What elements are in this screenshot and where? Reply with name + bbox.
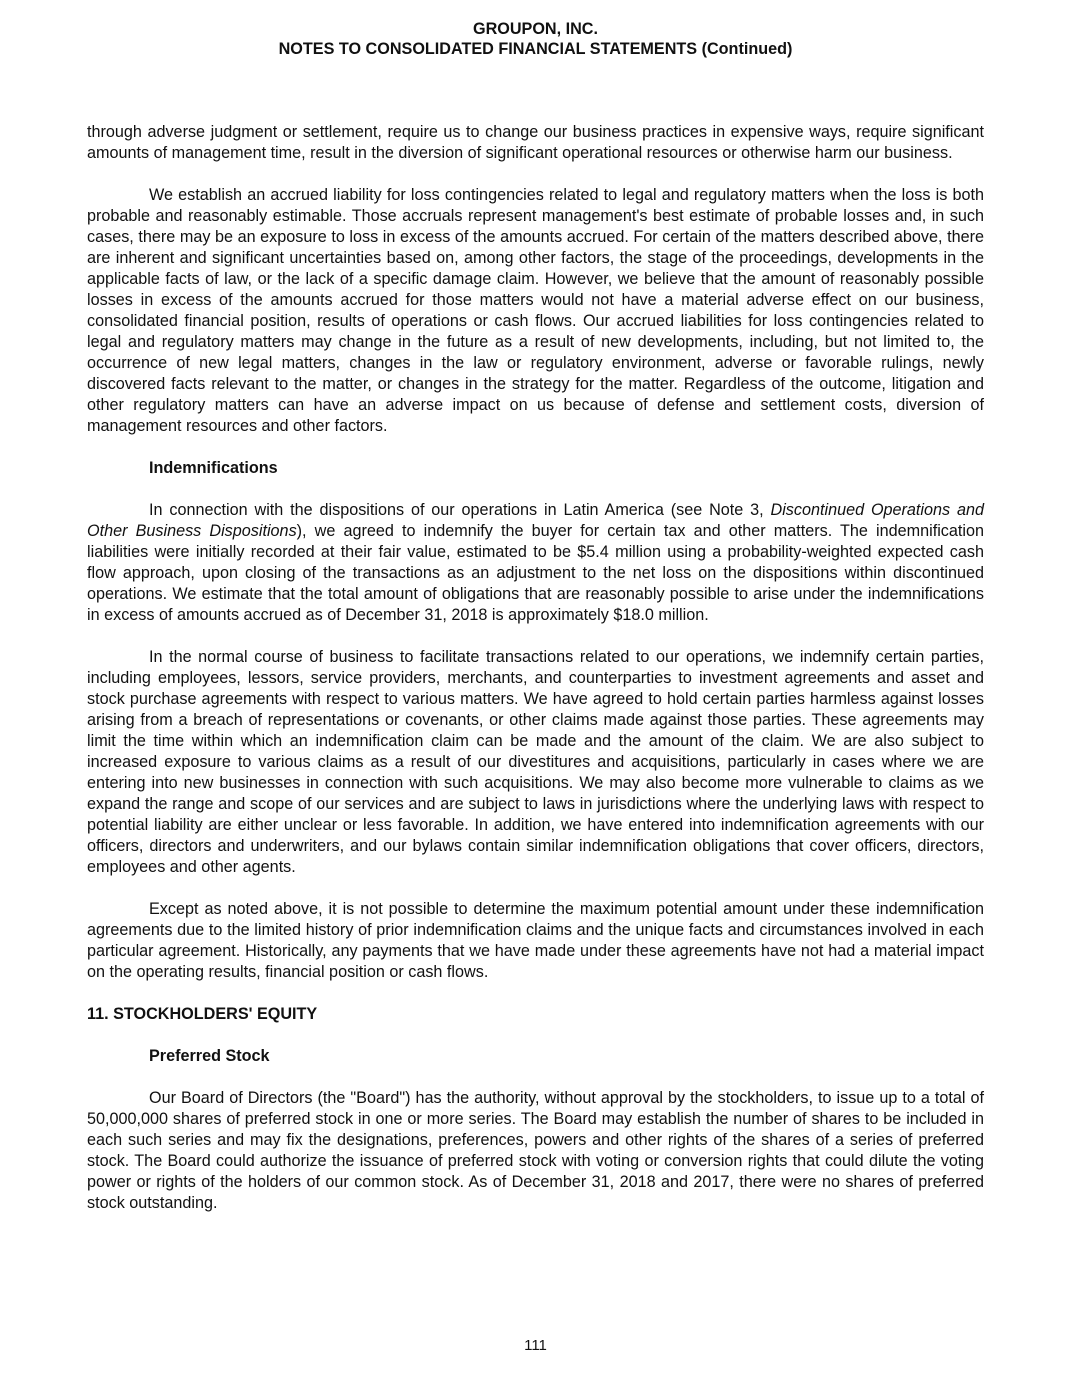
note-reference-italic: Discontinued Operations and Other Business Dispositions [87, 501, 984, 540]
paragraph-text-end: ), we agreed to indemnify the buyer for certain tax and other matters. The indemnification liabilities were initially recorded at their fair value, estimated to be $5.4 million using a probability-weighted expected cash flow approach, upon closing of the transactions as an adjustment to the net loss on the dispositions within discontinued operations. We estimate that the total amount of obligations that are reasonably possible to arise under the indemnifications in excess of amounts accrued as of December 31, 2018 is approximately $18.0 million. [87, 522, 985, 624]
page-content [87, 122, 984, 1235]
page-number: 111 [524, 1337, 547, 1354]
page-header [0, 19, 1071, 59]
paragraph-text-start: In connection with the dispositions of our operations in Latin America (see Note 3, [149, 501, 771, 519]
paragraph-maximum-potential-amount: Except as noted above, it is not possible to determine the maximum potential amount under these indemnification agreements due to the limited history of prior indemnification claims and the unique facts and circumstances involved in each particular agreement. Historically, any payments that we have made under these agreements have not had a material impact on the operating results, financial position or cash flows. [87, 900, 984, 981]
paragraph-normal-course-indemnification: In the normal course of business to facilitate transactions related to our operations, we indemnify certain parties, including employees, lessors, service providers, merchants, and counterparties to investment agreements and asset and stock purchase agreements with respect to various matters. We have agreed to hold certain parties harmless against losses arising from a breach of representations or covenants, or other claims made against those parties. These agreements may limit the time within which an indemnification claim can be made and the amount of the claim. We are also subject to increased exposure to various claims as a result of our divestitures and acquisitions, particularly in cases where we are entering into new businesses in connection with such acquisitions. We may also become more vulnerable to claims as we expand the range and scope of our services and are subject to laws in jurisdictions where the underlying laws with respect to potential liability are either unclear or less favorable. In addition, we have entered into indemnification agreements with our officers, directors and underwriters, and our bylaws contain similar indemnification obligations that cover officers, directors, employees and other agents. [87, 648, 984, 876]
heading-preferred-stock: Preferred Stock [149, 1047, 270, 1065]
heading-stockholders-equity: 11. STOCKHOLDERS' EQUITY [87, 1005, 318, 1023]
paragraph-latin-america-indemnification [87, 500, 984, 626]
paragraph-continuation: through adverse judgment or settlement, require us to change our business practices in expensive ways, require significant amounts of management time, result in the diversion of significant operational resources or otherwise harm our business. [87, 123, 984, 162]
heading-indemnifications: Indemnifications [149, 459, 278, 477]
paragraph-accrued-liability: We establish an accrued liability for loss contingencies related to legal and regulatory matters when the loss is both probable and reasonably estimable. Those accruals represent management's best estimate of probable losses and, in such cases, there may be an exposure to loss in excess of the amounts accrued. For certain of the matters described above, there are inherent and significant uncertainties based on, among other factors, the stage of the proceedings, developments in the applicable facts of law, or the lack of a specific damage claim. However, we believe that the amount of reasonably possible losses in excess of the amounts accrued for those matters would not have a material adverse effect on our business, consolidated financial position, results of operations or cash flows. Our accrued liabilities for loss contingencies related to legal and regulatory matters may change in the future as a result of new developments, including, but not limited to, the occurrence of new legal matters, changes in the law or regulatory environment, adverse or favorable rulings, newly discovered facts relevant to the matter, or changes in the strategy for the matter. Regardless of the outcome, litigation and other regulatory matters can have an adverse impact on us because of defense and settlement costs, diversion of management resources and other factors. [87, 186, 984, 435]
paragraph-preferred-stock: Our Board of Directors (the "Board") has the authority, without approval by the stockholders, to issue up to a total of 50,000,000 shares of preferred stock in one or more series. The Board may establish the number of shares to be included in each such series and may fix the designations, preferences, powers and other rights of the shares of a series of preferred stock. The Board could authorize the issuance of preferred stock with voting or conversion rights that could dilute the voting power or rights of the holders of our common stock. As of December 31, 2018 and 2017, there were no shares of preferred stock outstanding. [87, 1089, 984, 1212]
company-name: GROUPON, INC. [472, 20, 598, 38]
document-title: NOTES TO CONSOLIDATED FINANCIAL STATEMENTS (Continued) [278, 40, 793, 58]
